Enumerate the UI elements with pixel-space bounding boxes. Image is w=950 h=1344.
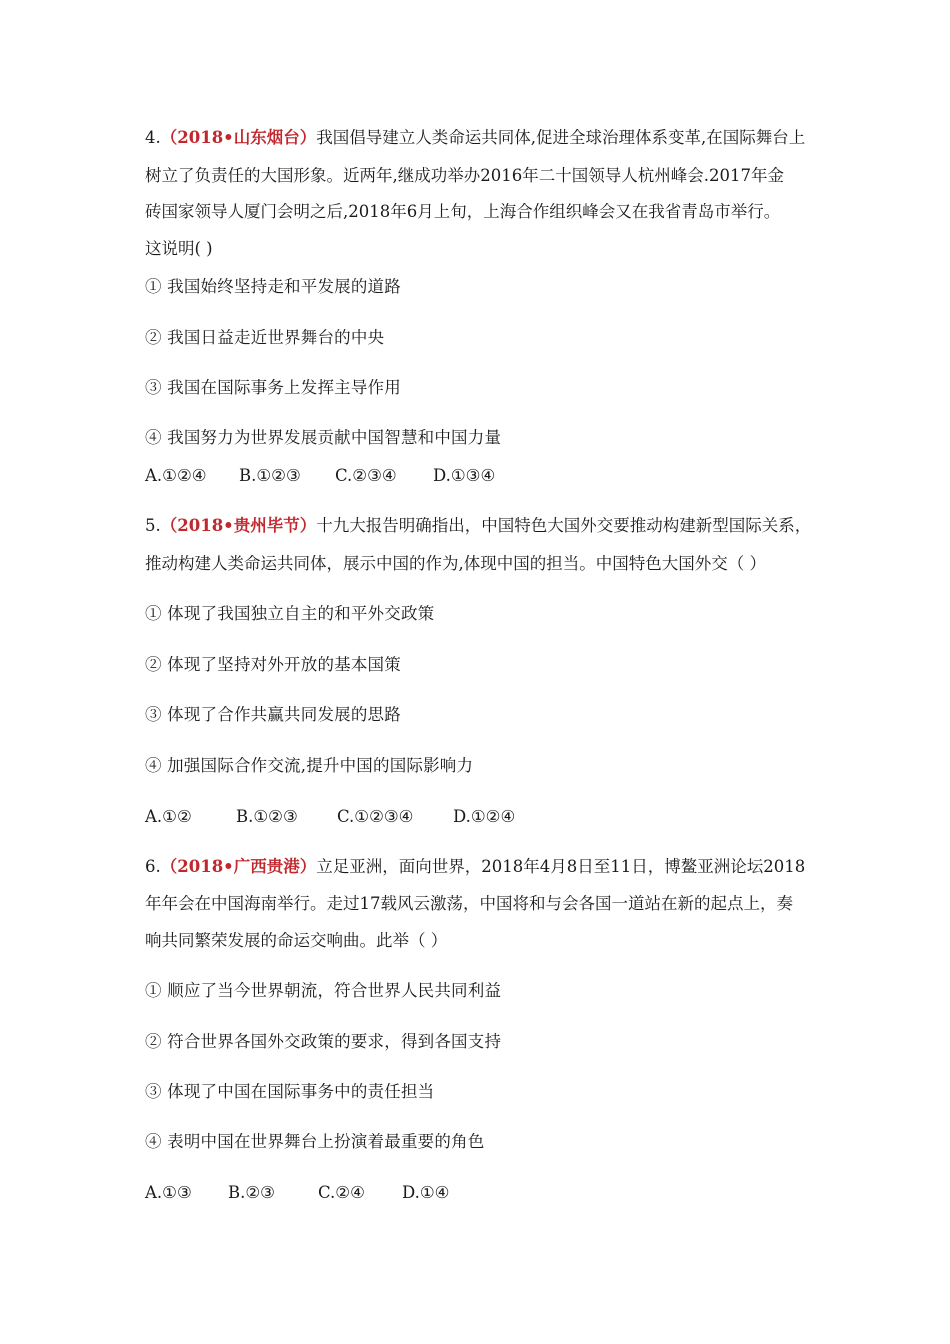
q6-number: 6. bbox=[145, 857, 161, 876]
q5-source: （2018•贵州毕节） bbox=[160, 516, 317, 535]
q6-choice-c: C.②④ bbox=[318, 1183, 365, 1202]
q4-choice-c: C.②③④ bbox=[335, 466, 397, 485]
q5-choice-c: C.①②③④ bbox=[337, 807, 414, 826]
q4-stem-line-4: 这说明( ) bbox=[145, 239, 213, 258]
q6-statement-1: ① 顺应了当今世界朝流，符合世界人民共同利益 bbox=[145, 981, 502, 1000]
q4-number: 4. bbox=[145, 128, 161, 147]
q6-statement-2: ② 符合世界各国外交政策的要求，得到各国支持 bbox=[145, 1032, 502, 1051]
q5-choice-d: D.①②④ bbox=[453, 807, 516, 826]
q6-stem-line-3: 响共同繁荣发展的命运交响曲。此举（ ） bbox=[145, 931, 448, 950]
q5-stem-line-1: 5.（2018•贵州毕节）十九大报告明确指出，中国特色大国外交要推动构建新型国际关系， bbox=[145, 516, 812, 535]
q6-statement-3: ③ 体现了中国在国际事务中的责任担当 bbox=[145, 1082, 435, 1101]
q6-stem-line-2: 年年会在中国海南举行。走过17载风云激荡，中国将和与会各国一道站在新的起点上，奏 bbox=[145, 894, 793, 913]
q4-source: （2018•山东烟台） bbox=[160, 128, 317, 147]
q5-number: 5. bbox=[145, 516, 161, 535]
q4-choice-a: A.①②④ bbox=[145, 466, 207, 485]
q5-statement-4: ④ 加强国际合作交流,提升中国的国际影响力 bbox=[145, 756, 474, 775]
q5-statement-2: ② 体现了坚持对外开放的基本国策 bbox=[145, 655, 401, 674]
q4-stem-line-2: 树立了负责任的大国形象。近两年,继成功举办2016年二十国领导人杭州峰会.2017年金 bbox=[145, 166, 784, 185]
q4-choice-d: D.①③④ bbox=[433, 466, 496, 485]
q4-choice-b: B.①②③ bbox=[239, 466, 301, 485]
q6-choices bbox=[145, 1182, 449, 1204]
q5-stem-line-2: 推动构建人类命运共同体，展示中国的作为,体现中国的担当。中国特色大国外交（ ） bbox=[145, 554, 766, 573]
q5-choice-a: A.①② bbox=[145, 807, 192, 826]
q6-choice-b: B.②③ bbox=[228, 1183, 275, 1202]
q6-source: （2018•广西贵港） bbox=[160, 857, 317, 876]
q5-statement-1: ① 体现了我国独立自主的和平外交政策 bbox=[145, 604, 435, 623]
q4-statement-3: ③ 我国在国际事务上发挥主导作用 bbox=[145, 378, 401, 397]
q4-stem-line-1: 4.（2018•山东烟台）我国倡导建立人类命运共同体,促进全球治理体系变革,在国际舞台上 bbox=[145, 128, 806, 147]
q6-choice-a: A.①③ bbox=[145, 1183, 192, 1202]
q5-choices bbox=[145, 806, 515, 828]
q4-stem-line-3: 砖国家领导人厦门会明之后,2018年6月上旬，上海合作组织峰会又在我省青岛市举行。 bbox=[145, 202, 781, 221]
q4-choices bbox=[145, 465, 495, 487]
q4-statement-2: ② 我国日益走近世界舞台的中央 bbox=[145, 328, 385, 347]
q5-statement-3: ③ 体现了合作共赢共同发展的思路 bbox=[145, 705, 401, 724]
q6-choice-d: D.①④ bbox=[402, 1183, 450, 1202]
q4-statement-1: ① 我国始终坚持走和平发展的道路 bbox=[145, 277, 401, 296]
q4-statement-4: ④ 我国努力为世界发展贡献中国智慧和中国力量 bbox=[145, 428, 502, 447]
q6-statement-4: ④ 表明中国在世界舞台上扮演着最重要的角色 bbox=[145, 1132, 485, 1151]
q5-choice-b: B.①②③ bbox=[236, 807, 298, 826]
q6-stem-line-1: 6.（2018•广西贵港）立足亚洲，面向世界，2018年4月8日至11日，博鳌亚洲论坛2018 bbox=[145, 857, 806, 876]
